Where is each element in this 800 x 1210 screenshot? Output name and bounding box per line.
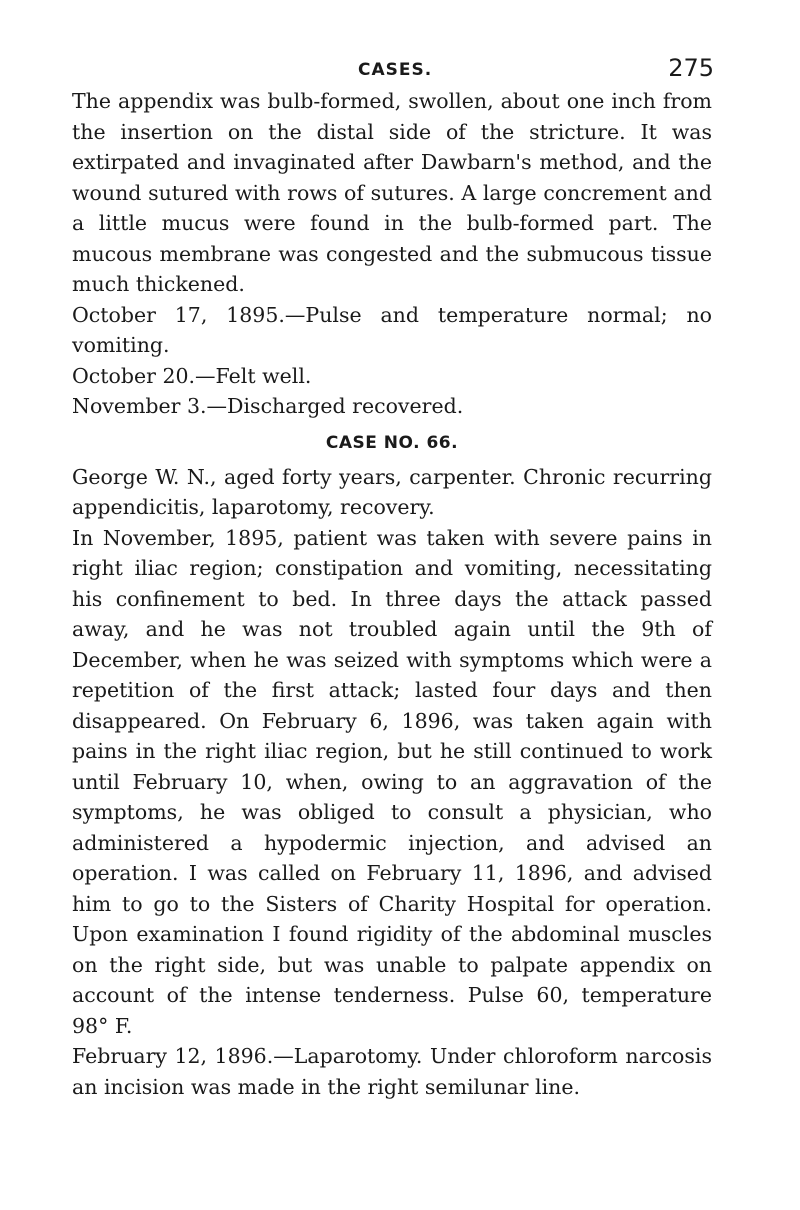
body-text <box>72 86 712 1102</box>
paragraph-october-17: October 17, 1895.—Pulse and temperature normal; no vomiting. <box>72 302 712 357</box>
paragraph-patient-summary: George W. N., aged forty years, carpenter. Chronic recurring appendicitis, laparotomy, recovery. <box>72 464 712 519</box>
page-number: 275 <box>668 54 714 82</box>
case-heading: CASE NO. 66. <box>325 432 459 453</box>
paragraph-november-3: November 3.—Discharged recovered. <box>72 394 464 418</box>
paragraph-history: In November, 1895, patient was taken with severe pains in right iliac region; constipation and vomiting, necessitating his confinement to bed. In three days the attack passed away, and he was not troubled again until the 9th of December, when he was seized with symptoms which were a repetition of the first attack; lasted four days and then disappeared. On February 6, 1896, was taken again with pains in the right iliac region, but he still continued to work until February 10, when, owing to an aggravation of the symptoms, he was obliged to consult a physician, who administered a hypodermic injection, and advised an operation. I was called on February 11, 1896, and advised him to go to the Sisters of Charity Hospital for operation. Upon examination I found rigidity of the abdominal muscles on the right side, but was unable to palpate appendix on account of the intense tenderness. Pulse 60, temperature 98° F. <box>72 525 712 1038</box>
paragraph-february-12: February 12, 1896.—Laparotomy. Under chloroform narcosis an incision was made in the right semilunar line. <box>72 1044 712 1099</box>
paragraph-october-20: October 20.—Felt well. <box>72 363 312 388</box>
paragraph-appendix-description: The appendix was bulb-formed, swollen, about one inch from the insertion on the distal side of the stricture. It was extirpated and invaginated after Dawbarn's method, and the wound sutured with rows of sutures. A large concrement and a little mucus were found in the bulb-formed part. The mucous membrane was congested and the submucous tissue much thickened. <box>72 89 712 296</box>
running-title: CASES. <box>358 60 433 80</box>
